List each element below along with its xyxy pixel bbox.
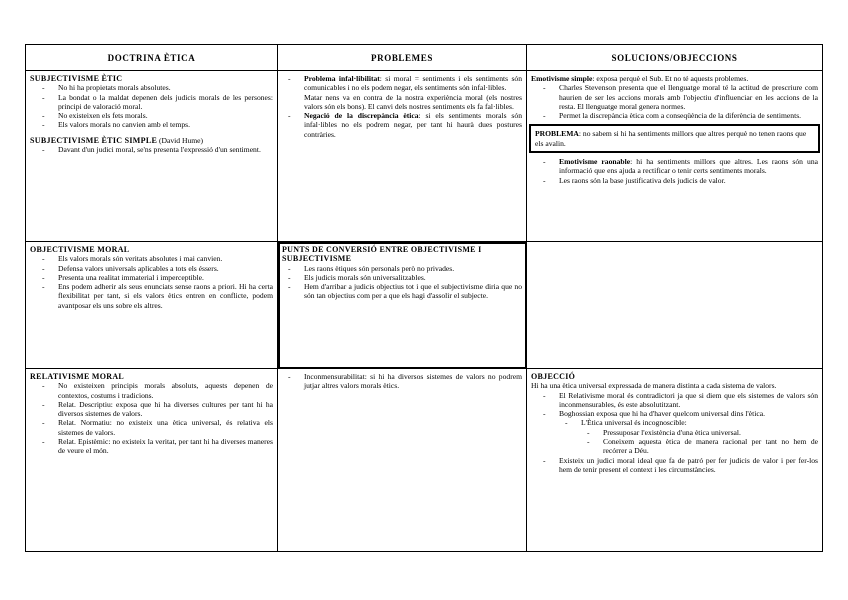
list-item xyxy=(581,418,818,455)
text-boghossian: Boghossian exposa que hi ha d'haver quelcom universal dins l'ètica. xyxy=(559,409,766,419)
title-subjectivisme-simple-text: SUBJECTIVISME ÈTIC SIMPLE xyxy=(30,135,158,145)
list-item xyxy=(559,157,818,176)
list-item: - Els valors morals són veritats absolutes i mai canvien. xyxy=(58,254,273,263)
ethics-summary-table xyxy=(25,44,823,552)
cell-subjectivisme-solucions xyxy=(527,71,823,242)
row-objectivisme xyxy=(26,242,823,369)
emotivisme-simple xyxy=(531,74,818,83)
list-item: - Relat. Normatiu: no existeix una ètica universal, és relativa els sistemes de valors. xyxy=(58,418,273,437)
list-item: - Les raons ètiques són personals però no privades. xyxy=(304,264,522,273)
title-subjectivisme: SUBJECTIVISME ÈTIC xyxy=(30,74,123,83)
cell-relativisme-solucions xyxy=(527,369,823,552)
list-item: - No hi ha propietats morals absolutes. xyxy=(58,83,273,92)
list-item xyxy=(304,111,522,139)
cell-objectivisme-doctrina xyxy=(26,242,278,369)
text-emotivisme-simple: : exposa perquè el Sub. Et no té aquests problemes. xyxy=(592,74,749,83)
label-negacio: Negació de la discrepància ètica xyxy=(304,111,419,121)
row-relativisme xyxy=(26,369,823,552)
list-item: - Coneixem aquesta ètica de manera racional per tant no hem de recórrer a Déu. xyxy=(603,437,818,456)
title-objeccio: OBJECCIÓ xyxy=(531,372,576,381)
list-item: - Els judicis morals són universalitzables. xyxy=(304,273,522,282)
text-problema: : no sabem si hi ha sentiments millors que altres perquè no tenen raons que els avalin. xyxy=(535,129,807,148)
list-punts-conversio xyxy=(282,264,522,301)
list-item xyxy=(559,409,818,455)
label-problema: PROBLEMA xyxy=(535,129,579,139)
title-objectivisme: OBJECTIVISME MORAL xyxy=(30,245,130,254)
list-item: - Defensa valors universals aplicables a tots els éssers. xyxy=(58,264,273,273)
header-solucions: SOLUCIONS/OBJECCIONS xyxy=(527,45,823,71)
cell-subjectivisme-doctrina xyxy=(26,71,278,242)
list-problemes-2 xyxy=(282,111,522,139)
list-item: - Inconmensurabilitat: si hi ha diversos sistemes de valors no podrem jutjar altres valors morals ètics. xyxy=(304,372,522,391)
label-emotivisme-raonable: Emotivisme raonable xyxy=(559,157,631,167)
list-item xyxy=(304,74,522,93)
header-problemes: PROBLEMES xyxy=(278,45,527,71)
label-emotivisme-simple: Emotivisme simple xyxy=(531,74,593,83)
title-subjectivisme-simple xyxy=(30,136,273,145)
header-doctrina: DOCTRINA ÈTICA xyxy=(26,45,278,71)
list-item: - El Relativisme moral és contradictori ja que si diem que els sistemes de valors són inconmensurables, és este absolutitzant. xyxy=(559,391,818,410)
list-objeccio-subsub xyxy=(581,428,818,456)
list-objectivisme xyxy=(30,254,273,310)
cell-relativisme-problemes xyxy=(278,369,527,552)
list-objeccio xyxy=(531,391,818,475)
list-item: - Ens podem adherir als seus enunciats sense raons a priori. Hi ha certa flexibilitat per tant, si els valors ètics entren en conflicte, podem avantposar els uns sobre els altres. xyxy=(58,282,273,310)
list-emotivisme-raonable xyxy=(531,157,818,185)
list-item: - Charles Stevenson presenta que el llenguatge moral té la actitud de prescriure com haurien de ser les accions morals amb l'objectiu d'influenciar en les accions de la resta. El llenguatge moral genera normes. xyxy=(559,83,818,111)
row-subjectivisme xyxy=(26,71,823,242)
text-negacio: : si els sentiments morals són infal·libles no els podrem negar, per tant hi haurà dues postures contràries. xyxy=(304,111,522,139)
list-item: - Davant d'un judici moral, se'ns presenta l'expressió d'un sentiment. xyxy=(58,145,273,154)
list-problemes xyxy=(282,74,522,93)
list-emotivisme-simple xyxy=(531,83,818,120)
list-item: - Permet la discrepància ètica com a conseqüència de la diferència de sentiments. xyxy=(559,111,818,120)
text-emotivisme-raonable: : hi ha sentiments millors que altres. Les raons són una informació que ens ajuda a rectificar o tenir certs sentiments morals. xyxy=(559,157,818,176)
list-item: - Hem d'arribar a judicis objectius tot i que el subjectivisme diria que no són tan objectius com per a que els hagi d'assolir el subjecte. xyxy=(304,282,522,301)
list-item: - No existeixen principis morals absoluts, aquests depenen de contextos, costums i tradicions. xyxy=(58,381,273,400)
cell-objectivisme-solucions-empty xyxy=(527,242,823,369)
list-item: - Presenta una realitat immaterial i imperceptible. xyxy=(58,273,273,282)
list-item: - Les raons són la base justificativa dels judicis de valor. xyxy=(559,176,818,185)
list-item: - Relat. Epistèmic: no existeix la veritat, per tant hi ha diverses maneres de veure el món. xyxy=(58,437,273,456)
list-item: - Pressuposar l'existència d'una ètica universal. xyxy=(603,428,818,437)
list-item: - No existeixen els fets morals. xyxy=(58,111,273,120)
list-subjectivisme xyxy=(30,83,273,129)
problema-box xyxy=(529,124,820,153)
list-objeccio-sub xyxy=(559,418,818,455)
text-infalibilitat: : si moral = sentiments i els sentiments són comunicables i no els podem negar, els sentiments són infal·libles. xyxy=(304,74,522,93)
cell-relativisme-doctrina xyxy=(26,369,278,552)
list-item: - Els valors morals no canvien amb el temps. xyxy=(58,120,273,129)
text-etica-incognoscible: L'Ètica universal és incognoscible: xyxy=(581,418,687,428)
list-subjectivisme-simple xyxy=(30,145,273,154)
title-relativisme: RELATIVISME MORAL xyxy=(30,372,125,381)
list-item: - Relat. Descriptiu: exposa que hi ha diverses cultures per tant hi ha diversos sistemes de valors. xyxy=(58,400,273,419)
header-row xyxy=(26,45,823,71)
cell-punts-conversio xyxy=(278,242,527,369)
list-item: - La bondat o la maldat depenen dels judicis morals de les persones: principi de valoració moral. xyxy=(58,93,273,112)
text-objeccio-intro: Hi ha una ètica universal expressada de manera distinta a cada sistema de valors. xyxy=(531,381,777,391)
text-matar-nens: Matar nens va en contra de la nostra experiència moral (els nostres valors són els bons). El canvi dels nostres sentiments els fa fal·libles. xyxy=(304,92,522,111)
author-hume: (David Hume) xyxy=(159,135,204,145)
cell-subjectivisme-problemes xyxy=(278,71,527,242)
list-relativisme-problemes xyxy=(282,372,522,391)
title-punts-conversio: PUNTS DE CONVERSIÓ ENTRE OBJECTIVISME I SUBJECTIVISME xyxy=(282,245,482,264)
list-relativisme xyxy=(30,381,273,455)
list-item: - Existeix un judici moral ideal que fa de patró per fer judicis de valor i per fer-los hem de tenir present el context i les circumstàncies. xyxy=(559,456,818,475)
label-infalibilitat: Problema infal·libilitat xyxy=(304,74,380,83)
